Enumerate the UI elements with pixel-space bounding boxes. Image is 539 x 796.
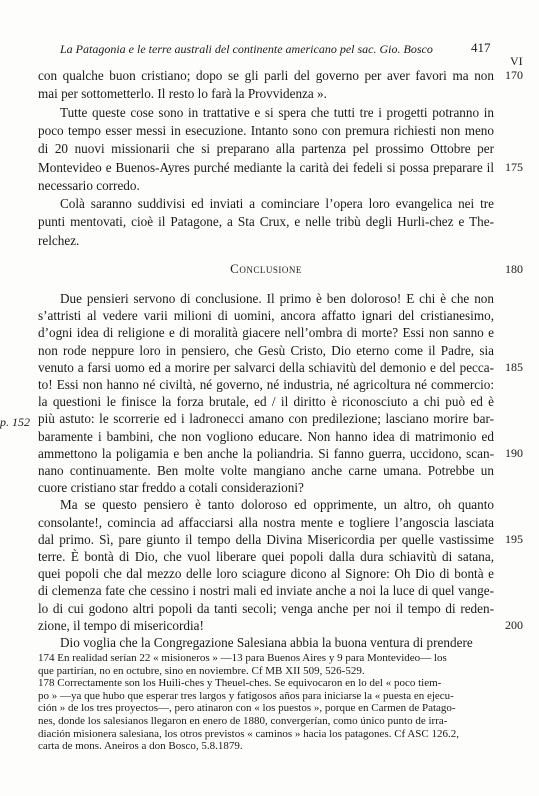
text-line: di 20 nuovi missionarii che si preparano alla partenza pel prossimo Ottobre per: [38, 141, 494, 157]
footnote-line: carta de mons. Aneiros a don Bosco, 5.8.1879.: [38, 740, 243, 753]
text-line: terre. È bontà di Dio, che vuol liberare quei popoli dalla dura schiavitù di satana,: [38, 549, 494, 564]
text-line: cuore cristiano star freddo a cotali considerazioni?: [38, 480, 304, 496]
text-line: consolante!, comincia ad affacciarsi alla nostra mente e togliere l’angoscia lasciata: [38, 514, 494, 530]
text-line: necessario corredo.: [38, 177, 140, 193]
footnote-line: ción » de los tres proyectos—, pero atinaron con « los puestos », porque en Carmen de Patago-: [38, 702, 456, 715]
conclusion-heading: Conclusione: [230, 261, 302, 276]
text-line: Tutte queste cose sono in trattative e si spera che tutti tre i progetti potranno in: [60, 104, 494, 120]
text-line: quei popoli che dal mezzo delle loro sciagure dicono al Signore: Oh Dio di bontà e: [38, 566, 494, 582]
text-line: di clemenza fate che cessino i nostri mali ed inviate anche a noi la luce di quel vange-: [38, 583, 494, 599]
footnote-line: nes, donde los salesianos llegaron en enero de 1880, convergerían, como único punto de irra-: [38, 715, 448, 727]
text-line: ammettono la poligamia e ben anche la poliandria. Si fanno guerra, uccidono, scan-: [38, 445, 494, 461]
text-line: venuto a farsi uomo ed a morire per salvarci della schiavitù del demonio e del pecca-: [38, 359, 494, 375]
text-line: baramente i bambini, che non vogliono educare. Non hanno idea di matrimonio ed: [38, 428, 494, 444]
text-line: Colà saranno suddivisi ed inviati a cominciare l’opera loro evangelica nei tre: [60, 196, 494, 212]
text-line: la questioni le finisce la forza brutale, ed / il diritto è riconosciuto a chi può ed è: [38, 394, 494, 410]
text-line: Ma se questo pensiero è tanto doloroso ed opprimente, un altro, oh quanto: [60, 497, 494, 513]
line-number: 190: [505, 445, 523, 460]
text-line: Due pensieri servono di conclusione. Il primo è ben doloroso! E chi è che non: [60, 291, 494, 306]
footnote-line: 174 En realidad serían 22 « misioneros » —13 para Buenos Aires y 9 para Montevideo— los: [38, 652, 447, 664]
text-line: Montevideo e Buenos-Ayres purché mediante la carità dei fedeli si possa preparare il: [38, 159, 494, 175]
text-line: con qualche buon cristiano; dopo se gli parli del governo per aver favori ma non: [38, 68, 494, 83]
section-heading: [38, 261, 494, 277]
text-line: lo di cui godono altri popoli da tanti secoli; venga anche per noi il tempo di reden-: [38, 600, 494, 616]
margin-reference: p. 152: [0, 415, 30, 429]
text-line: relchez.: [38, 232, 80, 248]
line-number: 185: [505, 359, 523, 374]
footnote-line: diación misionera salesiana, los otros previstos « caminos » hacia los patagones. Cf ASC 126.2,: [38, 727, 459, 740]
line-number: 195: [505, 531, 523, 546]
line-number: 200: [505, 617, 523, 632]
footnote-line: 178 Correctamente son los Huili-ches y Theuel-ches. Se equivocaron en lo del « poco tiem-: [38, 677, 442, 690]
text-line: non rode neppure loro in pensiero, che Gesù Cristo, Dio eterno come il Padre, sia: [38, 342, 494, 358]
text-line: mai per sottometterlo. Il resto lo farà la Provvidenza ».: [38, 86, 327, 102]
text-line: punti mentovati, cioè il Patagone, a Sta Crux, e nelle tribù degli Hurli-chez e The-: [38, 214, 494, 230]
footnote-line: po » —ya que hubo que esperar tres largos y fatigosos años para iniciarse la « puesta en ejecu-: [38, 689, 454, 702]
line-number: 175: [505, 159, 523, 174]
page-number: 417: [471, 40, 491, 55]
text-line: più astuto: le scorrerie ed i ladronecci amano con predilezione; lasciano morire bar-: [38, 411, 494, 427]
text-line: Dio voglia che la Congregazione Salesiana abbia la buona ventura di prendere: [60, 635, 473, 650]
line-number: 170: [505, 68, 523, 82]
section-mark: VI: [510, 54, 523, 68]
text-line: nano continuamente. Ben molte volte mangiano anche carne umana. Potrebbe un: [38, 463, 494, 478]
text-line: d’ogni idea di religione e di moralità giacere nell’ombra di morte? Essi non sanno e: [38, 325, 494, 341]
footnote-line: que partirían, no en octubre, sino en noviembre. Cf MB XII 509, 526-529.: [38, 664, 365, 677]
text-line: to! Essi non hanno né civiltà, né governo, né industria, né agricoltura né commercio:: [38, 377, 494, 392]
line-number: 180: [505, 262, 523, 276]
running-title: La Patagonia e le terre australi del continente americano pel sac. Gio. Bosco: [60, 42, 433, 56]
text-line: dal primo. Sì, pare giunto il tempo della Divina Misericordia per quelle vastissime: [38, 531, 494, 547]
text-line: zione, il tempo di misericordia!: [38, 617, 204, 633]
text-line: s’attristi al vedere varii milioni di uomini, ancora affatto ignari del cristianesimo,: [38, 308, 494, 324]
text-line: poco tempo esser messi in esecuzione. Intanto sono con premura richiesti non meno: [38, 122, 494, 138]
